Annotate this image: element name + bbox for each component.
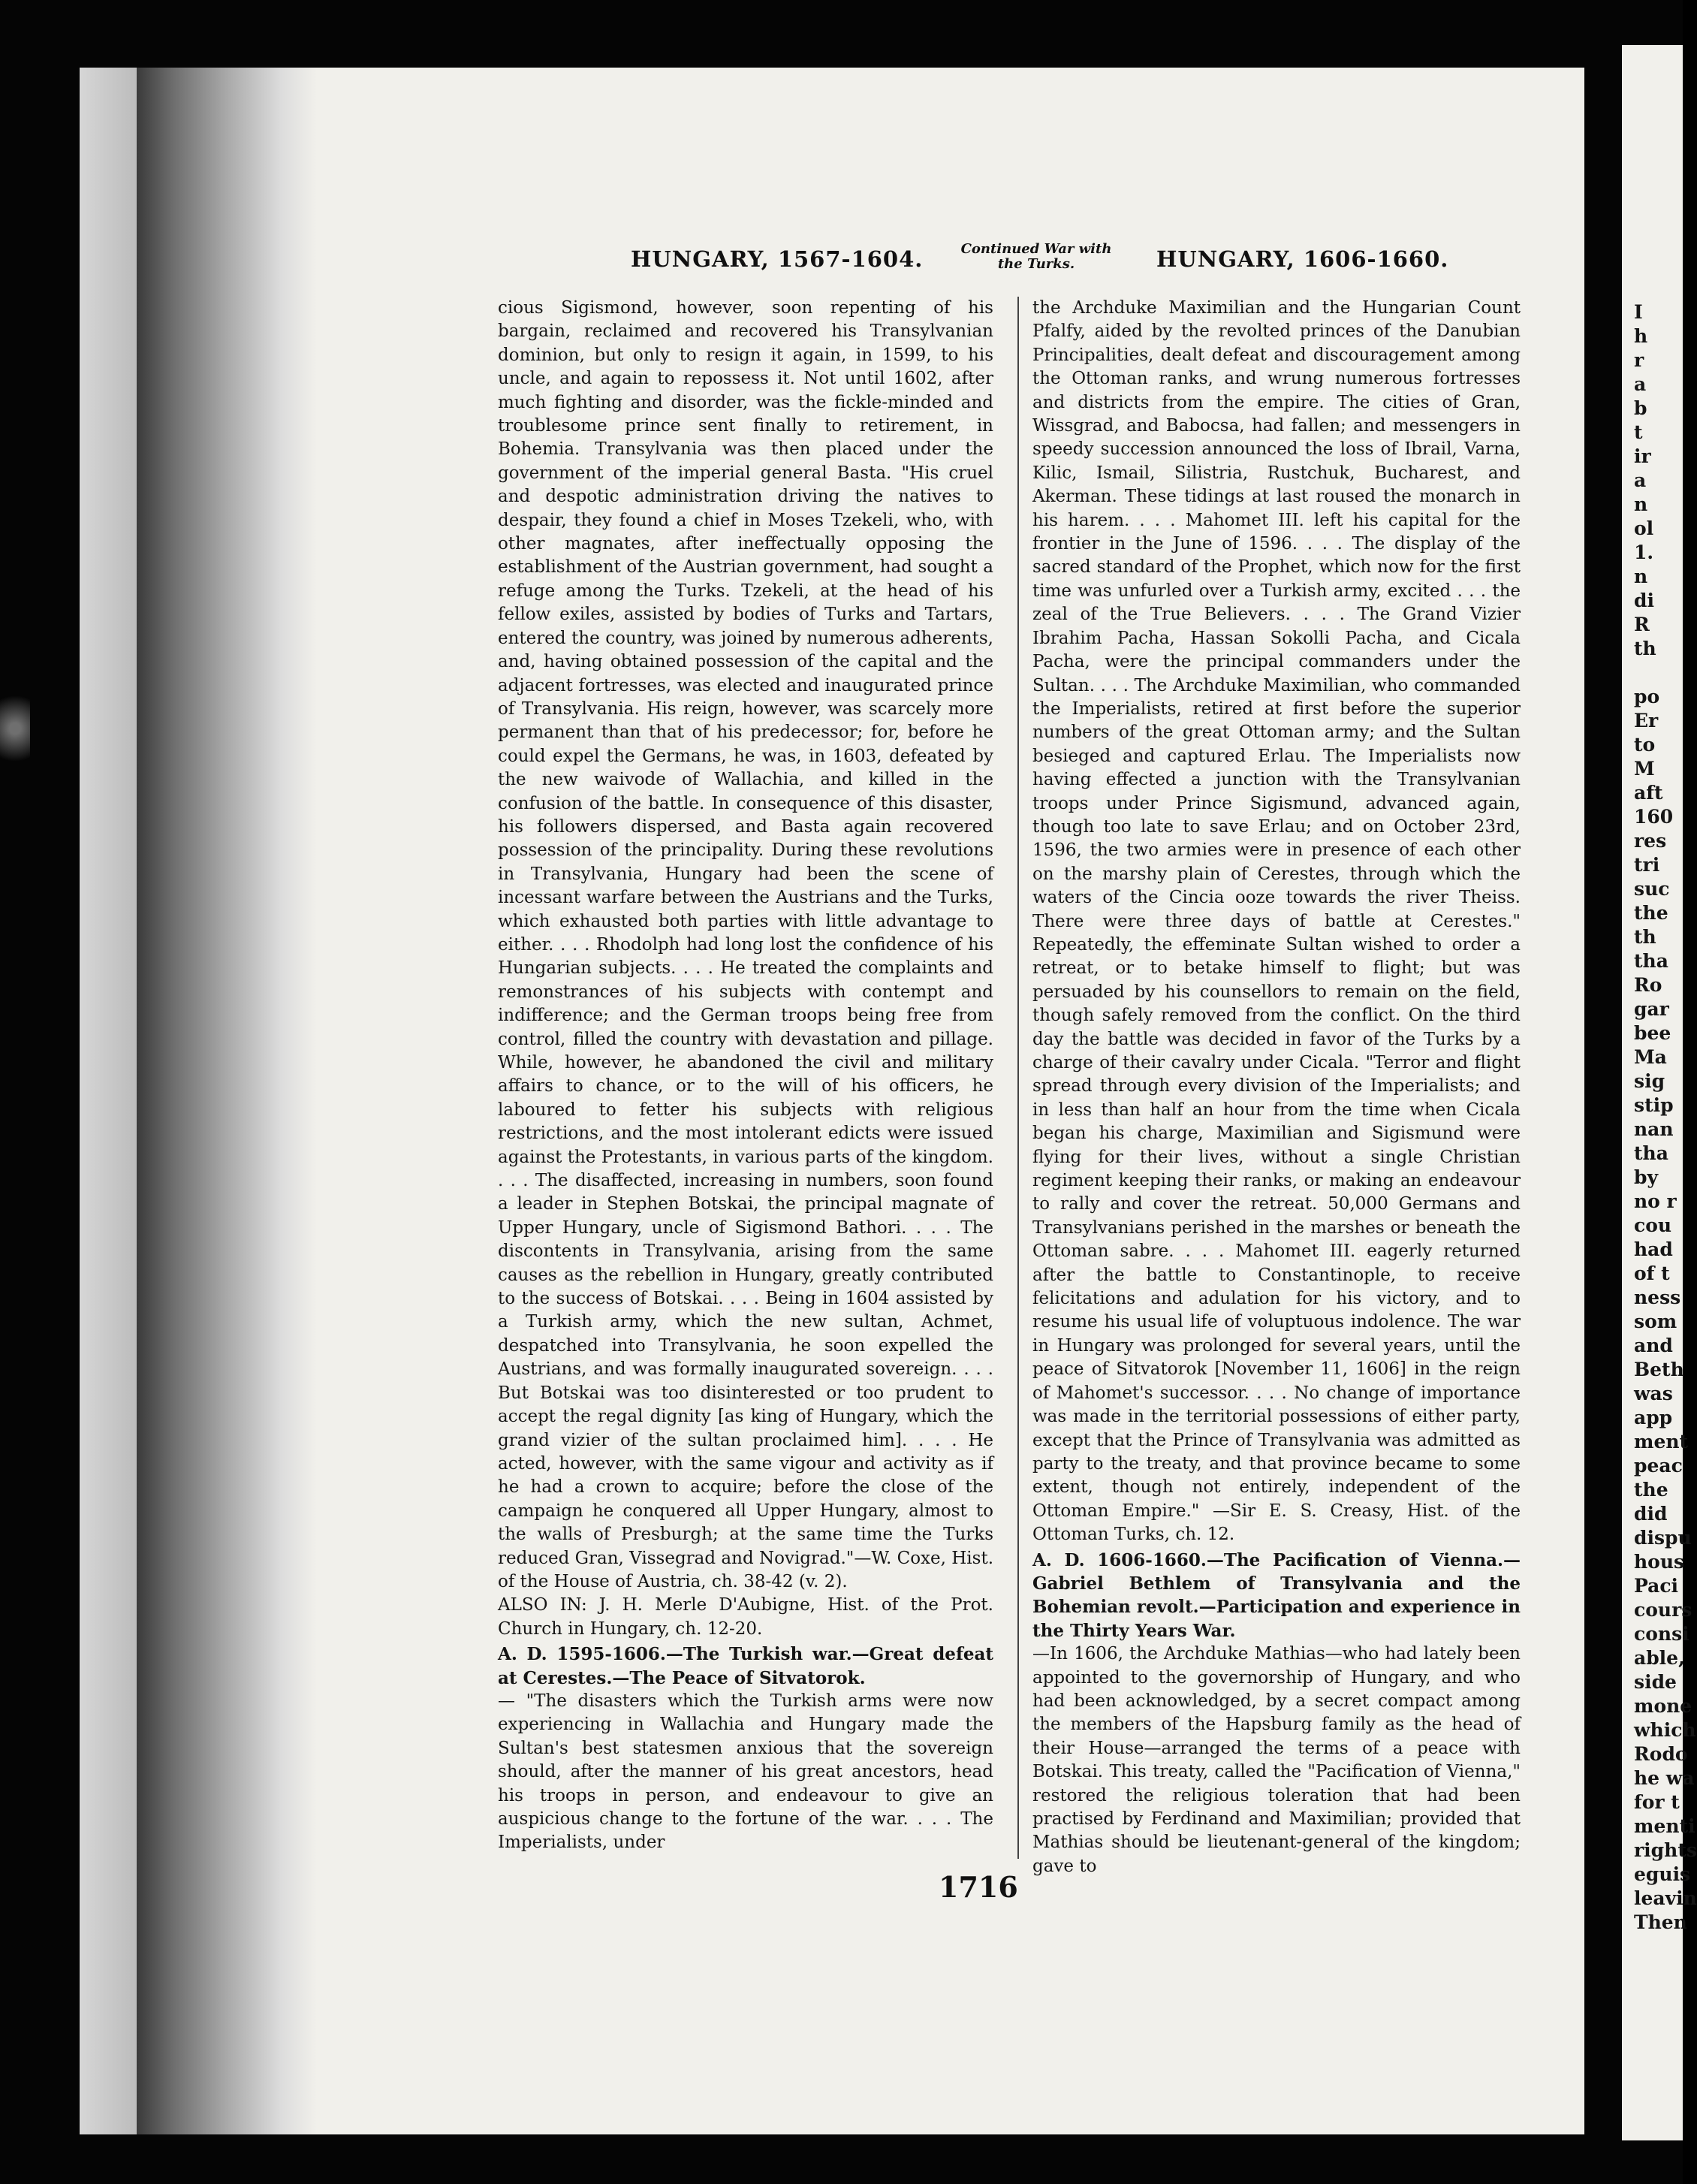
right-paragraph-1: the Archduke Maximilian and the Hungarian Count Pfalfy, aided by the revolted princes of the Danubian Principalities, dealt defeat and discouragement among the Ottoman ranks, and wrung numerous fortresses and districts from the empire. The cities of Gran, Wissgrad, and Babocsa, had fallen; and messengers in speedy succession announced the loss of Ibrail, Varna, Kilic, Ismail, Silistria, Rustchuk, Bucharest, and Akerman. These tidings at last roused the monarch in his harem. . . . Mahomet III. left his capital for the frontier in the June of 1596. . . . The display of the sacred standard of the Prophet, which now for the first time was unfurled over a Turkish army, excited . . . the zeal of the True Believers. . . . The Grand Vizier Ibrahim Pacha, Hassan Sokolli Pacha, and Cicala Pacha, were the principal commanders under the Sultan. . . . The Archduke Maximilian, who commanded the Imperialists, retired at first before the superior numbers of the great Ottoman army; and the Sultan besieged and captured Erlau. The Imperialists now having effected a junction with the Transylvanian troops under Prince Sigismund, advanced again, though too late to save Erlau; and on October 23rd, 1596, the two armies were in presence of each other on the marshy plain of Cerestes, through which the waters of the Cincia ooze towards the river Theiss. There were three days of battle at Cerestes." Repeatedly, the effeminate Sultan wished to order a retreat, or to betake himself to flight; but was persuaded by his counsellors to remain on the field, though safely removed from the conflict. On the third day the battle was decided in favor of the Turks by a charge of their cavalry under Cicala. "Terror and flight spread through every division of the Imperialists; and in less than half an hour from the time when Cicala began his charge, Maximilian and Sigismund were flying for their lives, without a single Christian regiment keeping their ranks, or making an endeavour to rally and cover the retreat. 50,000 Germans and Transylvanians perished in the marshes or beneath the Ottoman sabre. . . . Mahomet III. eagerly returned after the battle to Constantinople, to receive felicitations and adulation for his victory, and to resume his usual life of voluptuous indolence. The war in Hungary was prolonged for several years, until the peace of Sitvatorok [November 11, 1606] in the reign of Mahomet's successor. . . . No change of importance was made in the territorial possessions of either party, except that the Prince of Transylvania was admitted as party to the treaty, and that province became to some extent, though not entirely, independent of the Ottoman Empire." —Sir E. S. Creasy, Hist. of the Ottoman Turks, ch. 12. [1032, 298, 1521, 1545]
header-left: HUNGARY, 1567-1604. [631, 246, 924, 272]
left-paragraph-1: cious Sigismond, however, soon repenting of his bargain, reclaimed and recovered his Transylvanian dominion, but only to resign it again, in 1599, to his uncle, and again to repossess it. Not until 1602, after much fighting and disorder, was the fickle-minded and troublesome prince sent finally to retirement, in Bohemia. Transylvania was then placed under the government of the imperial general Basta. "His cruel and despotic administration driving the natives to despair, they found a chief in Moses Tzekeli, who, with other magnates, after ineffectually opposing the establishment of the Austrian government, had sought a refuge among the Turks. Tzekeli, at the head of his fellow exiles, assisted by bodies of Turks and Tartars, entered the country, was joined by numerous adherents, and, having obtained possession of the capital and the adjacent fortresses, was elected and inaugurated prince of Transylvania. His reign, however, was scarcely more permanent than that of his predecessor; for, before he could expel the Germans, he was, in 1603, defeated by the new waivode of Wallachia, and killed in the confusion of the battle. In consequence of this disaster, his followers dispersed, and Basta again recovered possession of the principality. During these revolutions in Transylvania, Hungary had been the scene of incessant warfare between the Austrians and the Turks, which exhausted both parties with little advantage to either. . . . Rhodolph had long lost the confidence of his Hungarian subjects. . . . He treated the complaints and remonstrances of his subjects with contempt and indifference; and the German troops being free from control, filled the country with devastation and pillage. While, however, he abandoned the civil and military affairs to chance, or to the will of his officers, he laboured to fetter his subjects with religious restrictions, and the most intolerant edicts were issued against the Protestants, in various parts of the kingdom. . . . The disaffected, increasing in numbers, soon found a leader in Stephen Botskai, the principal magnate of Upper Hungary, uncle of Sigismond Bathori. . . . The discontents in Transylvania, arising from the same causes as the rebellion in Hungary, greatly contributed to the success of Botskai. . . . Being in 1604 assisted by a Turkish army, which the new sultan, Achmet, despatched into Transylvania, he soon expelled the Austrians, and was formally inaugurated sovereign. . . . But Botskai was too disinterested or too prudent to accept the regal dignity [as king of Hungary, which the grand vizier of the sultan proclaimed him]. . . . He acted, however, with the same vigour and activity as if he had a crown to acquire; before the close of the campaign he conquered all Upper Hungary, almost to the walls of Presburgh; at the same time the Turks reduced Gran, Vissegrad and Novigrad."—W. Coxe, Hist. of the House of Austria, ch. 38-42 (v. 2). [498, 298, 994, 1591]
left-paragraph-2: — "The disasters which the Turkish arms were now experiencing in Wallachia and Hungary made the Sultan's best statesmen anxious that the sovereign should, after the manner of his great ancestors, head his troops in person, and endeavour to give an auspicious change to the fortune of the war. . . . The Imperialists, under [498, 1691, 993, 1853]
page-edge-strip [80, 68, 137, 2134]
header-right: HUNGARY, 1606-1660. [1156, 246, 1449, 272]
left-column [498, 297, 993, 1859]
section-heading-1606: A. D. 1606-1660.—The Pacification of Vienna.—Gabriel Bethlem of Transylvania and the Bohemian revolt.—Participation and experience in the Thirty Years War. [1032, 1549, 1521, 1641]
page-number: 1716 [939, 1870, 1018, 1904]
also-in-reference: ALSO IN: J. H. Merle D'Aubigne, Hist. of the Prot. Church in Hungary, ch. 12-20. [498, 1595, 993, 1639]
right-column [1032, 297, 1521, 1876]
running-header [616, 240, 1457, 285]
adjacent-page-text: I h r a b t ir a n ol 1. n di R th po Er to M aft 160 res tri suc the th tha Ro gar bee Ma sig stip nan tha by no r cou had of t ness som and Beth was app ment peac the did dispu hous Paci cours consi able, side mone which Rodo he wa for t menti rights eguis leavin Then [1634, 301, 1697, 1933]
binding-shadow [137, 68, 317, 2134]
header-center-line1: Continued War with [960, 241, 1112, 257]
header-center [931, 242, 1141, 272]
header-center-line2: the Turks. [997, 256, 1075, 272]
right-paragraph-2: —In 1606, the Archduke Mathias—who had lately been appointed to the governorship of Hungary, and who had been acknowledged, by a secret compact among the members of the Hapsburg family as the head of their House—arranged the terms of a peace with Botskai. This treaty, called the "Pacification of Vienna," restored the religious toleration that had been practised by Ferdinand and Maximilian; provided that Mathias should be lieutenant-general of the kingdom; gave to [1032, 1644, 1521, 1876]
scan-speck [0, 676, 30, 781]
section-heading-1595: A. D. 1595-1606.—The Turkish war.—Great defeat at Cerestes.—The Peace of Sitvatorok. [498, 1644, 993, 1688]
column-rule [1017, 297, 1019, 1859]
adjacent-page-edge [1622, 45, 1697, 2140]
